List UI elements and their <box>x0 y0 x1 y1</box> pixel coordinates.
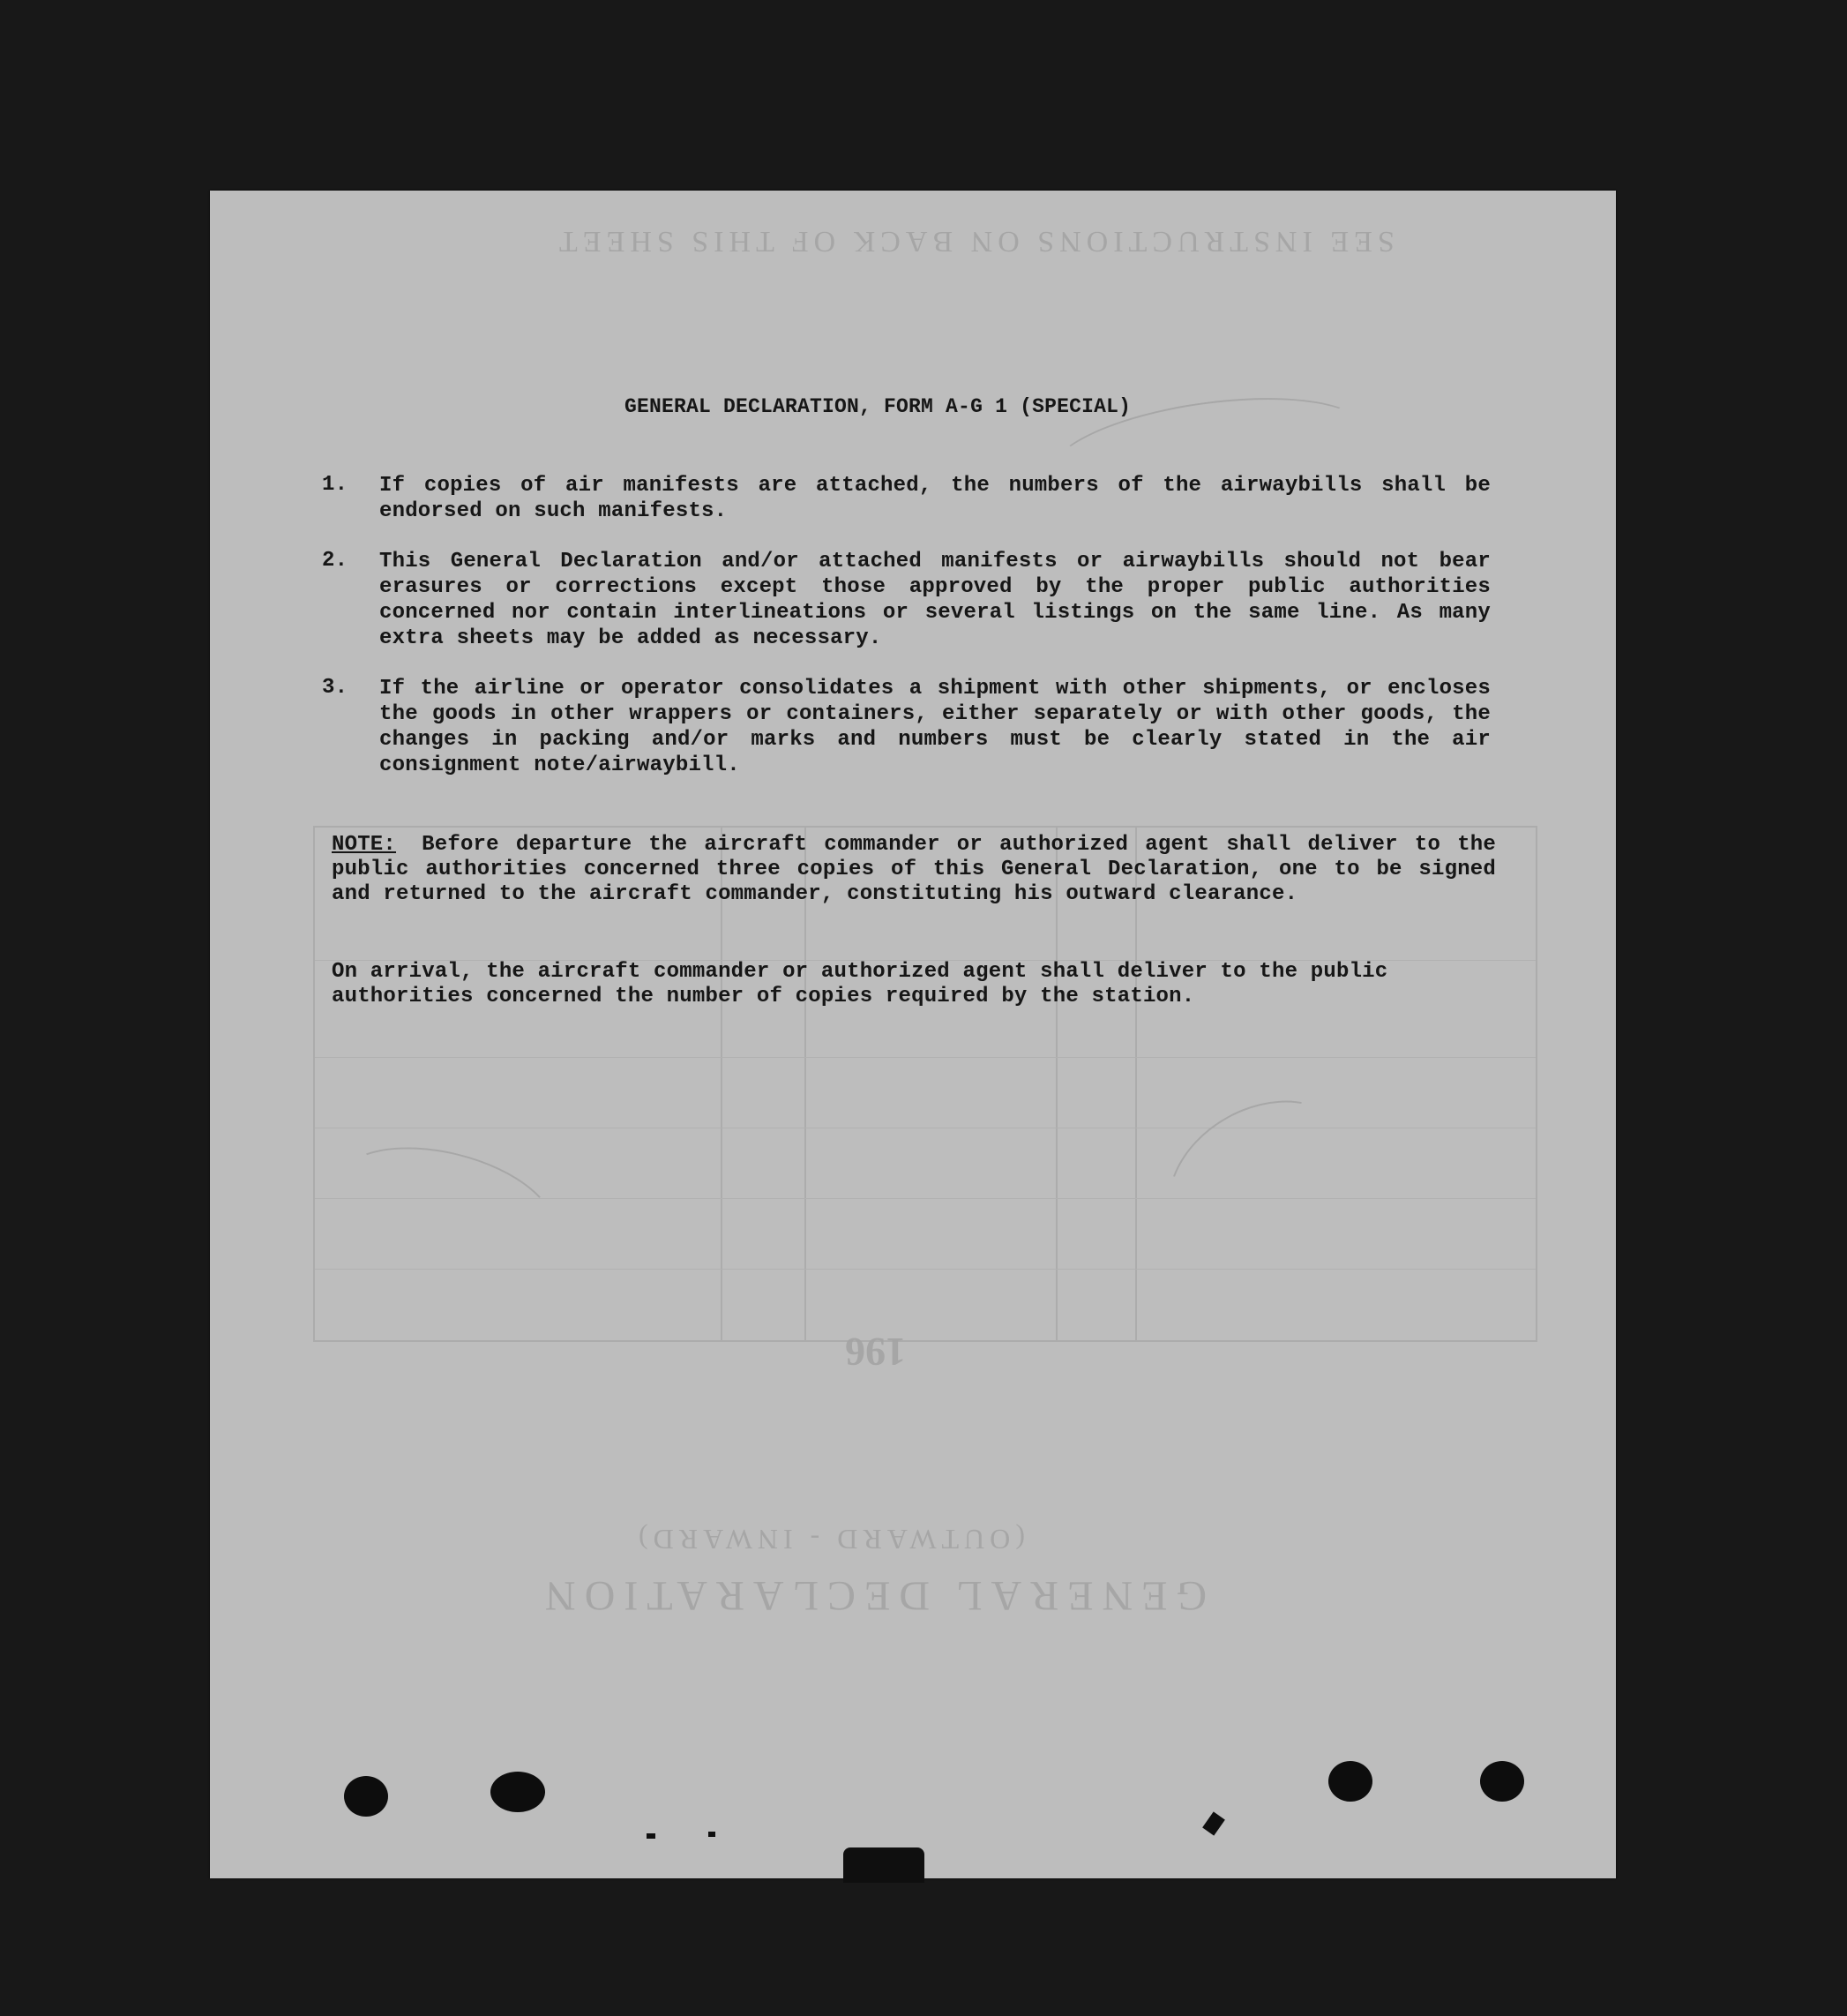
item-text: If copies of air manifests are attached, the numbers of the airwaybills shall be endorsed on such manifests. <box>379 474 1491 523</box>
item-number: 1. <box>322 473 348 497</box>
punch-hole <box>490 1772 545 1812</box>
paper-speck <box>1202 1811 1225 1835</box>
item-text: This General Declaration and/or attached manifests or airwaybills should not bear erasures or corrections except those approved by the proper public authorities concerned nor contain interlineations or several listings on the same line. As many extra sheets may be added as necessary. <box>379 550 1491 650</box>
note-paragraph <box>332 833 1496 907</box>
item-number: 2. <box>322 549 348 573</box>
show-through-number: 196 <box>845 1330 906 1375</box>
punch-hole <box>1328 1761 1372 1802</box>
note-text: Before departure the aircraft commander or authorized agent shall deliver to the public authorities concerned three copies of this General Declaration, one to be signed and returned to the aircraft commander, constituting his outward clearance. <box>332 833 1496 906</box>
show-through-header: SEE INSTRUCTIONS ON BACK OF THIS SHEET <box>554 225 1395 258</box>
show-through-subtitle: (OUTWARD - INWARD) <box>633 1524 1025 1555</box>
punch-hole <box>344 1776 388 1817</box>
show-through-title: GENERAL DECLARATION <box>536 1572 1208 1619</box>
paper-damage <box>843 1847 924 1883</box>
note-label: NOTE: <box>332 833 397 857</box>
document-page <box>210 191 1616 1878</box>
item-text: If the airline or operator consolidates a shipment with other shipments, or encloses the goods in other wrappers or containers, either separately or with other goods, the changes in packing and/or marks and numbers must be clearly stated in the air consignment note/airwaybill. <box>379 677 1491 777</box>
paper-speck <box>708 1832 715 1837</box>
show-through-rule <box>315 1269 1536 1270</box>
page-title: GENERAL DECLARATION, FORM A-G 1 (SPECIAL) <box>624 395 1132 418</box>
item-number: 3. <box>322 676 348 700</box>
arrival-paragraph: On arrival, the aircraft commander or authorized agent shall deliver to the public authorities concerned the number of copies required by the station. <box>332 960 1388 1008</box>
show-through-rule <box>315 1057 1536 1058</box>
punch-hole <box>1480 1761 1524 1802</box>
paper-speck <box>647 1833 655 1839</box>
